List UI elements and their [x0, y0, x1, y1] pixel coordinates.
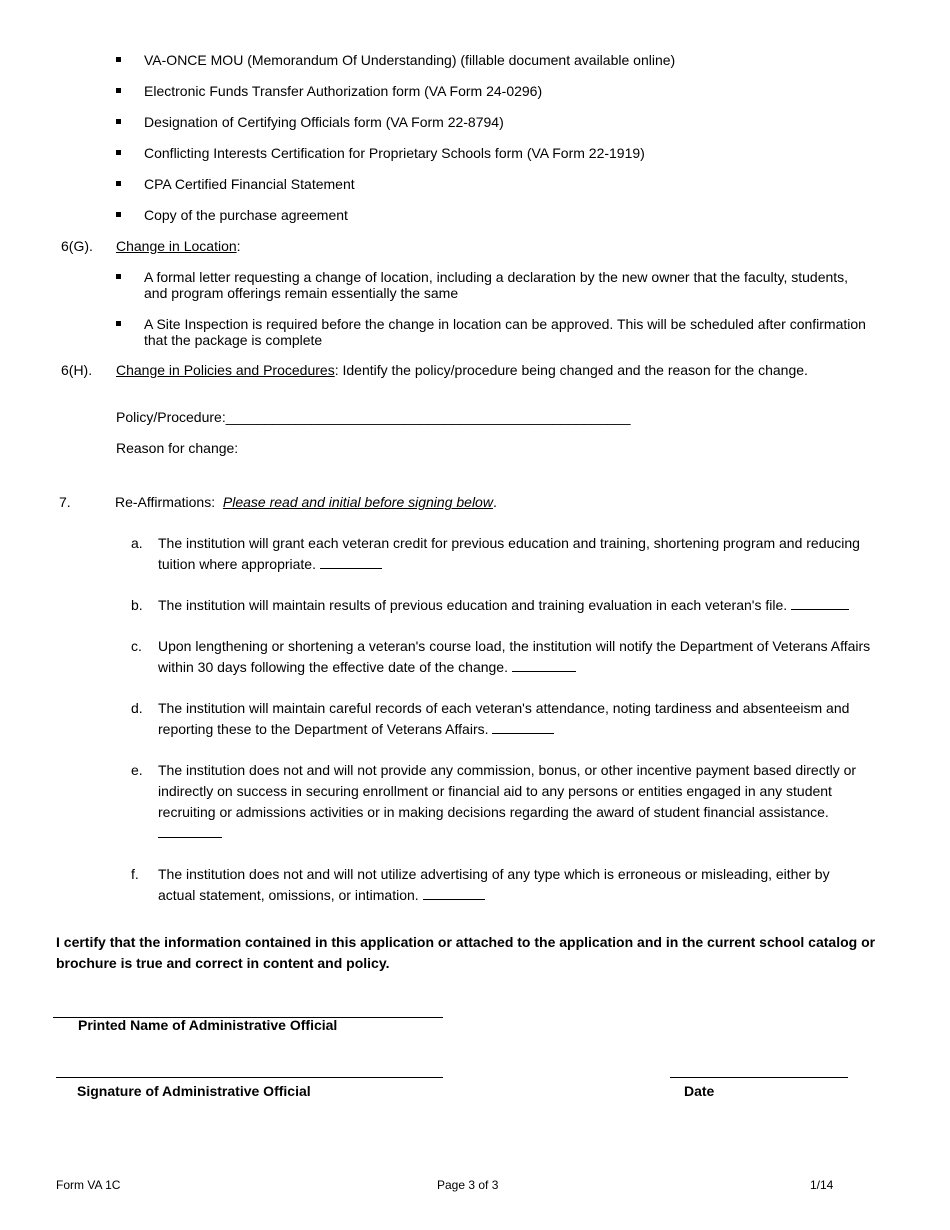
initial-field[interactable] — [423, 887, 485, 900]
policy-label: Policy/Procedure: — [116, 409, 226, 425]
section-6g-number: 6(G). — [61, 238, 93, 254]
section-6g-heading: Change in Location: — [116, 238, 241, 254]
section-6h-heading: Change in Policies and Procedures: Identify the policy/procedure being changed and the reason for the change. — [116, 362, 808, 378]
signature-line[interactable] — [56, 1077, 443, 1078]
footer-version: 1/14 — [810, 1178, 834, 1192]
bullet-icon — [116, 212, 121, 217]
section-6h-title: Change in Policies and Procedures — [116, 362, 335, 378]
bullet-icon — [116, 119, 121, 124]
section-7-heading: Re-Affirmations: Please read and initial before signing below. — [115, 494, 497, 510]
printed-name-label: Printed Name of Administrative Official — [78, 1017, 338, 1033]
section-7-instruction: Please read and initial before signing below — [222, 494, 493, 510]
bullet-icon — [116, 181, 121, 186]
footer-page-number: Page 3 of 3 — [437, 1178, 499, 1192]
policy-blank[interactable]: ____________________________________________________ — [225, 409, 631, 425]
date-label: Date — [684, 1083, 715, 1099]
initial-field[interactable] — [512, 659, 576, 672]
bullet-icon — [116, 88, 121, 93]
section-6h-number: 6(H). — [61, 362, 93, 378]
bullet-icon — [116, 150, 121, 155]
section-6g-title: Change in Location — [116, 238, 237, 254]
signature-label: Signature of Administrative Official — [77, 1083, 311, 1099]
date-line[interactable] — [670, 1077, 848, 1078]
section-7-number: 7. — [59, 494, 71, 510]
initial-field[interactable] — [791, 597, 849, 610]
bullet-icon — [116, 274, 121, 279]
reason-label: Reason for change: — [116, 440, 239, 456]
bullet-icon — [116, 321, 121, 326]
policy-field[interactable] — [116, 409, 631, 425]
certification-statement: I certify that the information contained in this application or attached to the application and in the current school catalog or brochure is true and correct in content and policy. — [56, 934, 876, 971]
initial-field[interactable] — [492, 721, 554, 734]
initial-field[interactable] — [158, 825, 222, 838]
footer-form-id: Form VA 1C — [56, 1178, 121, 1192]
bullet-icon — [116, 57, 121, 62]
initial-field[interactable] — [320, 556, 382, 569]
